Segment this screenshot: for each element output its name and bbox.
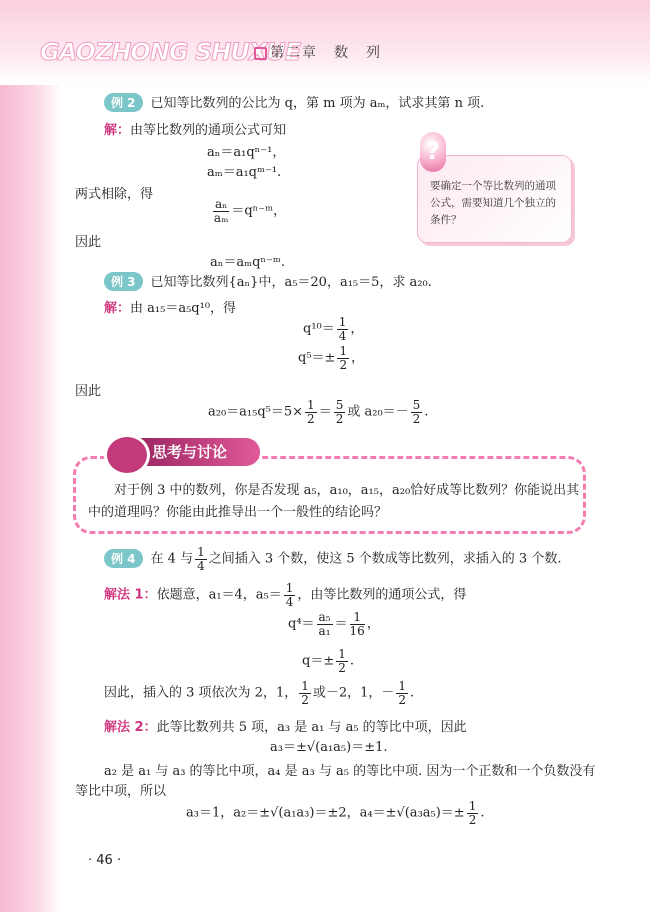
left-margin-band xyxy=(0,0,62,912)
equation: aₙ＝aₘqⁿ⁻ᵐ. xyxy=(210,255,286,270)
header-brand: GAOZHONG SHUXUE xyxy=(40,38,301,66)
example-3-solution xyxy=(104,297,236,316)
equation: q⁴＝ $\frac{\text{a₅}}{\text{a₁}}$ ＝ $\frac{1}{16}$ ， xyxy=(288,610,380,638)
fraction: $\frac{1}{2}$ xyxy=(468,799,477,827)
example-3-text: 已知等比数列{aₙ}中，a₅＝20，a₁₅＝5，求 a₂₀. xyxy=(150,275,432,290)
body-text: a₂ 是 a₁ 与 a₃ 的等比中项，a₄ 是 a₃ 与 a₅ 的等比中项. 因为一个正数和一个负数没有 xyxy=(104,764,596,779)
fraction: $\frac{1}{2}$ xyxy=(307,398,315,426)
example-2-badge: 例 2 xyxy=(104,93,143,112)
solution-label: 解法 1： xyxy=(104,587,157,603)
solution-label: 解： xyxy=(104,301,131,316)
fraction: $\frac{\text{aₙ}}{\text{aₘ}}$ xyxy=(213,197,229,225)
swirl-icon xyxy=(104,434,150,476)
chapter-title: 第二章 数 列 xyxy=(270,45,382,61)
fraction: $\frac{1}{2}$ xyxy=(398,679,407,707)
example-2-solution xyxy=(104,119,286,138)
example-2-text: 已知等比数列的公比为 q，第 m 项为 aₘ，试求其第 n 项. xyxy=(150,96,485,111)
fraction: $\frac{1}{2}$ xyxy=(301,679,309,707)
solution-label: 解法 2： xyxy=(104,720,157,735)
fraction: $\frac{1}{4}$ xyxy=(338,315,347,343)
equation: aₘ＝a₁qᵐ⁻¹. xyxy=(207,165,282,180)
fraction: $\frac{1}{16}$ xyxy=(349,610,365,638)
fraction: $\frac{5}{2}$ xyxy=(335,398,344,426)
equation: $\frac{\text{aₙ}}{\text{aₘ}}$ ＝qⁿ⁻ᵐ， xyxy=(213,197,287,225)
equation: q＝± $\frac{1}{2}$ . xyxy=(302,647,354,675)
equation: a₂₀＝a₁₅q⁵＝5× $\frac{1}{2}$ ＝ $\frac{5}{2}$ 或 a₂₀＝－ $\frac{5}{2}$ . xyxy=(208,398,429,426)
equation: a₃＝1，a₂＝±√(a₁a₃)＝±2，a₄＝±√(a₃a₅)＝± $\frac{1}{2}$ . xyxy=(186,799,485,827)
solution-text: 由等比数列的通项公式可知 xyxy=(130,123,287,138)
example-4-badge: 例 4 xyxy=(104,549,143,568)
side-note-text: 要确定一个等比数列的通项公式，需要知道几个独立的条件？ xyxy=(430,180,556,226)
question-mark-icon: ? xyxy=(420,132,446,172)
example-4-method-2: 解法 2：此等比数列共 5 项，a₃ 是 a₁ 与 a₅ 的等比中项，因此 xyxy=(104,720,467,735)
discussion-line: 中的道理吗？你能由此推导出一个一般性的结论吗？ xyxy=(88,505,388,520)
solution-label: 解： xyxy=(104,123,131,138)
body-text: 因此 xyxy=(75,235,102,250)
example-2-question xyxy=(104,92,484,112)
equation: q⁵＝± $\frac{1}{2}$ ， xyxy=(298,344,365,372)
solution-text: 由 a₁₅＝a₅q¹⁰，得 xyxy=(130,301,237,316)
equation: q¹⁰＝ $\frac{1}{4}$ ， xyxy=(303,315,364,343)
discussion-line: 对于例 3 中的数列，你是否发现 a₅，a₁₀，a₁₅，a₂₀恰好成等比数列？你能说出其 xyxy=(114,483,580,498)
example-4-method-1: 解法 1：依题意，a₁＝4，a₅＝ $\frac{1}{4}$ ，由等比数列的通项公式，得 xyxy=(104,581,467,609)
discussion-banner: 思考与讨论 xyxy=(110,438,260,466)
fraction: $\frac{1}{4}$ xyxy=(197,545,205,573)
body-text: 因此 xyxy=(75,384,102,399)
fraction: $\frac{\text{a₅}}{\text{a₁}}$ xyxy=(318,610,331,638)
equation: a₃＝±√(a₁a₅)＝±1. xyxy=(270,740,388,755)
page-number: · 46 · xyxy=(88,853,122,868)
fraction: $\frac{1}{4}$ xyxy=(285,581,294,609)
example-3-badge: 例 3 xyxy=(104,272,143,291)
body-text: 两式相除，得 xyxy=(75,187,154,202)
equation: aₙ＝a₁qⁿ⁻¹， xyxy=(207,145,286,160)
fraction: $\frac{1}{2}$ xyxy=(339,344,348,372)
fraction: $\frac{1}{2}$ xyxy=(338,647,346,675)
example-3-question xyxy=(104,271,432,291)
example-4-question: 例 4 在 4 与 $\frac{1}{4}$ 之间插入 3 个数，使这 5 个数成等比数列，求插入的 3 个数. xyxy=(104,546,561,572)
chapter-bullet-icon xyxy=(254,47,267,60)
body-text: 等比中项，所以 xyxy=(75,784,167,799)
example-4-conclusion: 因此，插入的 3 项依次为 2，1， $\frac{1}{2}$ 或－2，1，－ $\frac{1}{2}$ . xyxy=(104,679,415,707)
fraction: $\frac{5}{2}$ xyxy=(412,398,421,426)
